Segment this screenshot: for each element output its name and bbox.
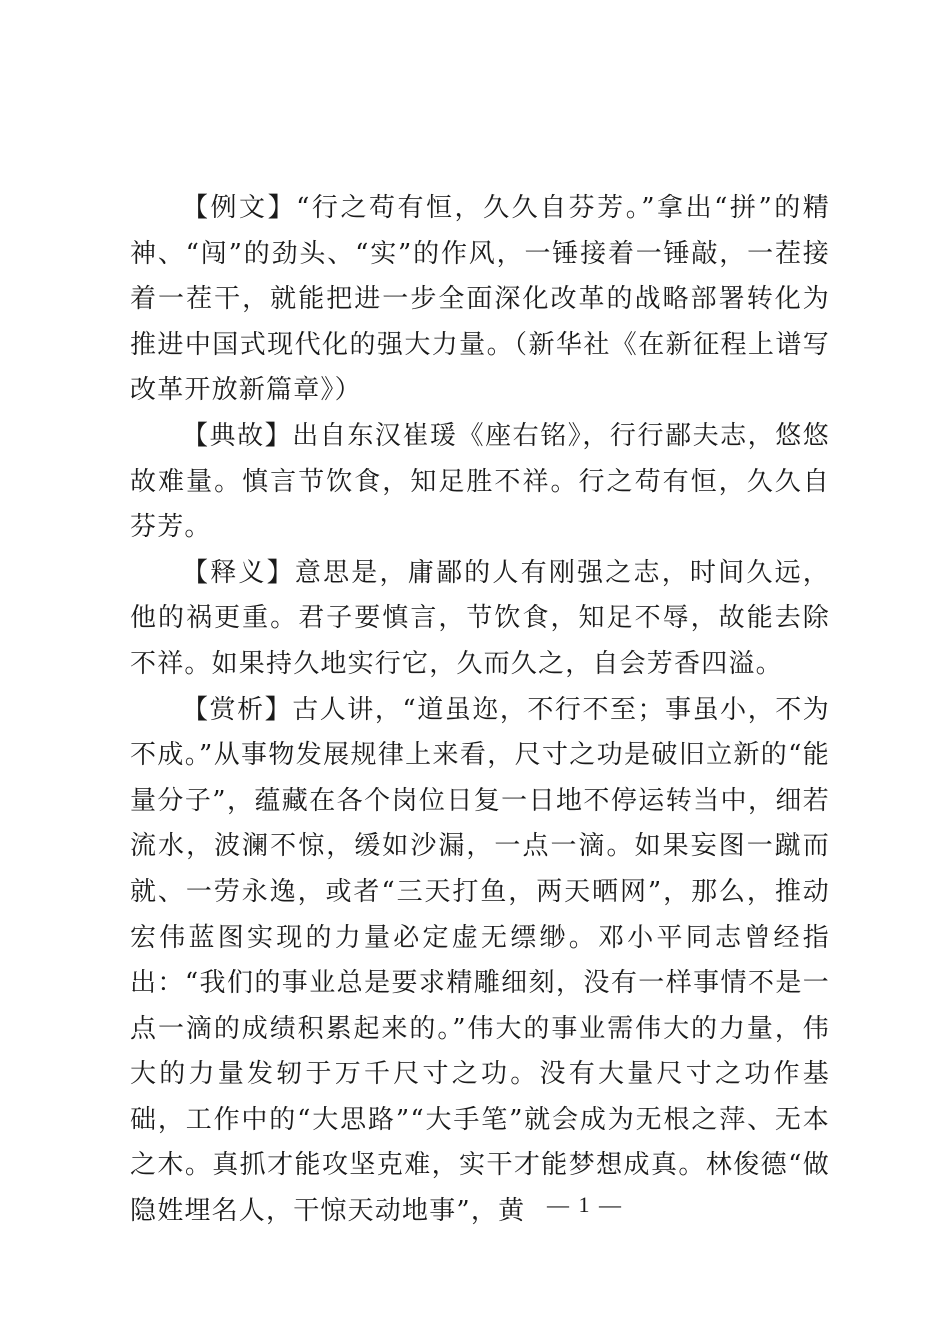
paragraph-appreciation-text: 古人讲，“道虽迩，不行不至；事虽小，不为不成。”从事物发展规律上来看，尺寸之功是破旧立新的“能量分子”，蕴藏在各个岗位日复一日地不停运转当中，细若流水，波澜不惊，缓如沙漏，一点一滴。如果妄图一蹴而就、一劳永逸，或者“三天打鱼，两天晒网”，那么，推动宏伟蓝图实现的力量必定虚无缥缈。邓小平同志曾经指出：“我们的事业总是要求精雕细刻，没有一样事情不是一点一滴的成绩积累起来的。”伟大的事业需伟大的力量，伟大的力量发轫于万千尺寸之功。没有大量尺寸之功作基础，工作中的“大思路”“大手笔”就会成为无根之萍、无本之木。真抓才能攻坚克难，实干才能梦想成真。林俊德“做隐姓埋名人，干惊天动地事”，黄 bbox=[130, 694, 830, 1227]
section-tag-allusion: 【典故】 bbox=[182, 420, 293, 451]
paragraph-interpretation bbox=[130, 551, 830, 688]
paragraph-appreciation bbox=[130, 688, 830, 1235]
paragraph-example bbox=[130, 186, 830, 414]
section-tag-example: 【例文】 bbox=[182, 193, 297, 223]
paragraph-example-text: “行之苟有恒，久久自芬芳。”拿出“拼”的精神、“闯”的劲头、“实”的作风，一锤接着一锤敲，一茬接着一茬干，就能把进一步全面深化改革的战略部署转化为推进中国式现代化的强大力量。（新华社《在新征程上谱写改革开放新篇章》） bbox=[130, 193, 830, 406]
page-number-footer bbox=[0, 1192, 950, 1218]
page-number: — 1 — bbox=[547, 1192, 623, 1217]
document-body bbox=[130, 186, 830, 1235]
paragraph-interpretation-text: 意思是，庸鄙的人有刚强之志，时间久远，他的祸更重。君子要慎言，节饮食，知足不辱，故能去除不祥。如果持久地实行它，久而久之，自会芳香四溢。 bbox=[130, 557, 830, 679]
paragraph-allusion bbox=[130, 414, 830, 551]
section-tag-interpretation: 【释义】 bbox=[182, 557, 295, 588]
section-tag-appreciation: 【赏析】 bbox=[182, 694, 293, 725]
paragraph-allusion-text: 出自东汉崔瑗《座右铭》，行行鄙夫志，悠悠故难量。慎言节饮食，知足胜不祥。行之苟有恒，久久自芬芳。 bbox=[130, 420, 830, 543]
